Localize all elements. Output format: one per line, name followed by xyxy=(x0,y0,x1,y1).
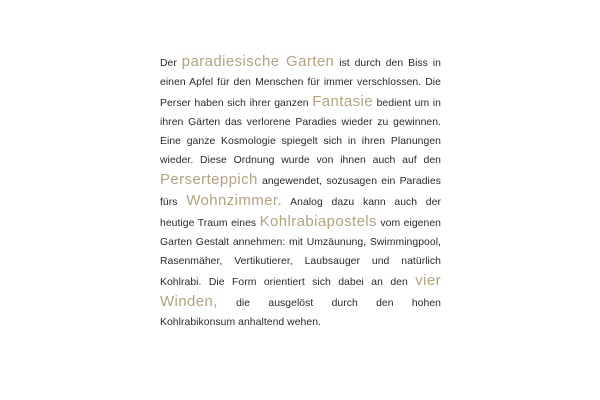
text-run: angewendet, sozusagen ein Paradies fürs xyxy=(160,176,441,208)
text-run: vom eigenen Garten Gestalt annehmen: mit Umzäunung, Swimmingpool, Rasenmäher, Vertikutierer, Laubsauger und natürlich Kohlrabi. Die Form orientiert sich dabei an den xyxy=(160,218,441,288)
body-paragraph xyxy=(160,52,441,332)
highlight-perserteppich: Perserteppich xyxy=(160,171,258,188)
text-run: ist durch den Biss in einen Apfel für den Menschen für immer verschlossen. Die Perser haben sich ihrer ganzen xyxy=(160,58,441,109)
highlight-vier-winden: vier Winden, xyxy=(160,272,441,310)
highlight-kohlrabiapostels: Kohlrabiapostels xyxy=(259,213,377,230)
text-run: die ausgelöst durch den hohen Kohlrabikonsum anhaltend wehen. xyxy=(160,298,441,328)
text-run: Der xyxy=(160,58,182,69)
highlight-fantasie: Fantasie xyxy=(312,93,373,110)
highlight-paradiesische-garten: paradiesische Garten xyxy=(181,53,335,70)
highlight-wohnzimmer: Wohnzimmer. xyxy=(186,192,283,209)
text-run: Analog dazu kann auch der heutige Traum eines xyxy=(160,197,441,229)
text-run: bedient um in ihren Gärten das verlorene Paradies wieder zu gewinnen. Eine ganze Kosmologie spiegelt sich in ihren Planungen wieder. Diese Ordnung wurde von ihnen auch auf den xyxy=(160,98,441,166)
